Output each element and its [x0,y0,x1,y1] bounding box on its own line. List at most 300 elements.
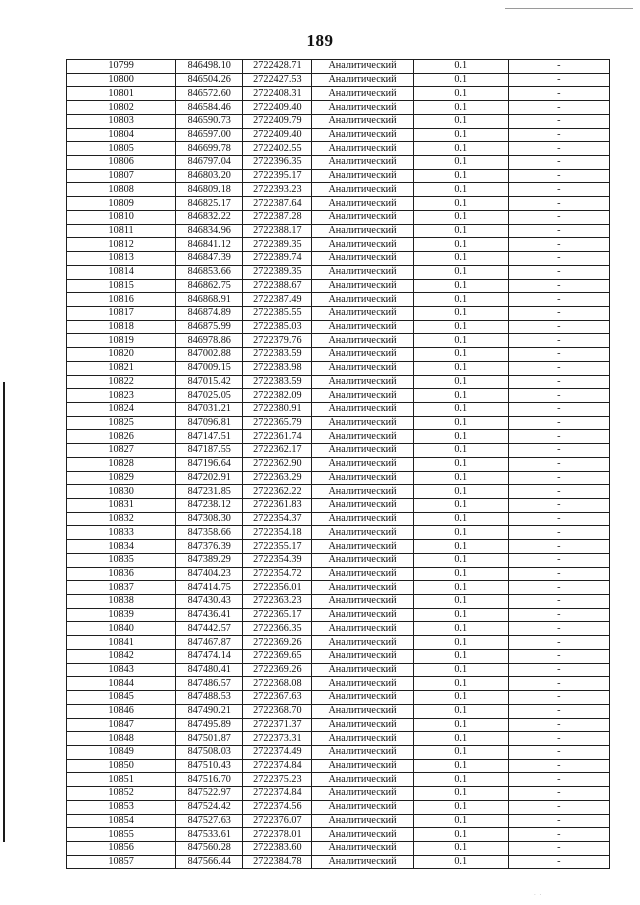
accuracy-cell: 0.1 [413,128,508,142]
point-id-cell: 10805 [67,142,176,156]
note-cell: - [508,210,609,224]
point-id-cell: 10822 [67,375,176,389]
accuracy-cell: 0.1 [413,389,508,403]
y-coordinate-cell: 2722362.90 [243,457,312,471]
y-coordinate-cell: 2722387.64 [243,197,312,211]
table-row [67,402,610,416]
table-row [67,567,610,581]
point-id-cell: 10850 [67,759,176,773]
note-cell: - [508,636,609,650]
accuracy-cell: 0.1 [413,210,508,224]
accuracy-cell: 0.1 [413,402,508,416]
method-cell: Аналитический [312,553,413,567]
table-row [67,114,610,128]
x-coordinate-cell: 847488.53 [176,691,243,705]
accuracy-cell: 0.1 [413,156,508,170]
y-coordinate-cell: 2722356.01 [243,581,312,595]
point-id-cell: 10844 [67,677,176,691]
accuracy-cell: 0.1 [413,444,508,458]
accuracy-cell: 0.1 [413,732,508,746]
note-cell: - [508,444,609,458]
y-coordinate-cell: 2722369.65 [243,649,312,663]
method-cell: Аналитический [312,87,413,101]
x-coordinate-cell: 847002.88 [176,348,243,362]
note-cell: - [508,265,609,279]
y-coordinate-cell: 2722375.23 [243,773,312,787]
accuracy-cell: 0.1 [413,416,508,430]
table-row [67,512,610,526]
accuracy-cell: 0.1 [413,197,508,211]
table-row [67,581,610,595]
accuracy-cell: 0.1 [413,526,508,540]
point-id-cell: 10821 [67,361,176,375]
method-cell: Аналитический [312,677,413,691]
table-row [67,471,610,485]
x-coordinate-cell: 847187.55 [176,444,243,458]
table-row [67,348,610,362]
note-cell: - [508,677,609,691]
table-row [67,87,610,101]
point-id-cell: 10833 [67,526,176,540]
y-coordinate-cell: 2722362.22 [243,485,312,499]
method-cell: Аналитический [312,636,413,650]
note-cell: - [508,718,609,732]
table-row [67,718,610,732]
x-coordinate-cell: 847501.87 [176,732,243,746]
table-row [67,499,610,513]
note-cell: - [508,348,609,362]
method-cell: Аналитический [312,334,413,348]
x-coordinate-cell: 847025.05 [176,389,243,403]
method-cell: Аналитический [312,375,413,389]
table-row [67,430,610,444]
point-id-cell: 10817 [67,306,176,320]
method-cell: Аналитический [312,704,413,718]
x-coordinate-cell: 847414.75 [176,581,243,595]
note-cell: - [508,787,609,801]
x-coordinate-cell: 847202.91 [176,471,243,485]
accuracy-cell: 0.1 [413,306,508,320]
table-row [67,636,610,650]
table-row [67,526,610,540]
table-row [67,691,610,705]
note-cell: - [508,224,609,238]
method-cell: Аналитический [312,238,413,252]
method-cell: Аналитический [312,759,413,773]
point-id-cell: 10803 [67,114,176,128]
note-cell: - [508,581,609,595]
point-id-cell: 10842 [67,649,176,663]
point-id-cell: 10807 [67,169,176,183]
method-cell: Аналитический [312,718,413,732]
y-coordinate-cell: 2722361.74 [243,430,312,444]
note-cell: - [508,87,609,101]
x-coordinate-cell: 846832.22 [176,210,243,224]
accuracy-cell: 0.1 [413,855,508,869]
note-cell: - [508,773,609,787]
point-id-cell: 10828 [67,457,176,471]
y-coordinate-cell: 2722374.49 [243,745,312,759]
x-coordinate-cell: 847404.23 [176,567,243,581]
note-cell: - [508,595,609,609]
x-coordinate-cell: 847009.15 [176,361,243,375]
x-coordinate-cell: 846868.91 [176,293,243,307]
method-cell: Аналитический [312,224,413,238]
x-coordinate-cell: 846809.18 [176,183,243,197]
point-id-cell: 10811 [67,224,176,238]
note-cell: - [508,732,609,746]
point-id-cell: 10831 [67,499,176,513]
accuracy-cell: 0.1 [413,169,508,183]
y-coordinate-cell: 2722371.37 [243,718,312,732]
x-coordinate-cell: 847096.81 [176,416,243,430]
table-row [67,745,610,759]
method-cell: Аналитический [312,595,413,609]
method-cell: Аналитический [312,485,413,499]
note-cell: - [508,649,609,663]
table-row [67,60,610,74]
table-row [67,444,610,458]
note-cell: - [508,828,609,842]
method-cell: Аналитический [312,114,413,128]
method-cell: Аналитический [312,416,413,430]
accuracy-cell: 0.1 [413,677,508,691]
point-id-cell: 10826 [67,430,176,444]
method-cell: Аналитический [312,567,413,581]
note-cell: - [508,60,609,74]
method-cell: Аналитический [312,361,413,375]
accuracy-cell: 0.1 [413,114,508,128]
point-id-cell: 10814 [67,265,176,279]
method-cell: Аналитический [312,663,413,677]
accuracy-cell: 0.1 [413,663,508,677]
x-coordinate-cell: 847308.30 [176,512,243,526]
y-coordinate-cell: 2722365.17 [243,608,312,622]
point-id-cell: 10856 [67,841,176,855]
accuracy-cell: 0.1 [413,279,508,293]
y-coordinate-cell: 2722368.08 [243,677,312,691]
point-id-cell: 10806 [67,156,176,170]
method-cell: Аналитический [312,814,413,828]
x-coordinate-cell: 847147.51 [176,430,243,444]
coordinates-table [66,59,610,869]
accuracy-cell: 0.1 [413,238,508,252]
x-coordinate-cell: 847031.21 [176,402,243,416]
x-coordinate-cell: 847566.44 [176,855,243,869]
method-cell: Аналитический [312,265,413,279]
y-coordinate-cell: 2722389.74 [243,252,312,266]
accuracy-cell: 0.1 [413,553,508,567]
y-coordinate-cell: 2722408.31 [243,87,312,101]
table-row [67,485,610,499]
method-cell: Аналитический [312,608,413,622]
point-id-cell: 10846 [67,704,176,718]
table-row [67,800,610,814]
y-coordinate-cell: 2722354.72 [243,567,312,581]
method-cell: Аналитический [312,128,413,142]
y-coordinate-cell: 2722374.84 [243,787,312,801]
note-cell: - [508,457,609,471]
y-coordinate-cell: 2722363.23 [243,595,312,609]
note-cell: - [508,169,609,183]
note-cell: - [508,279,609,293]
x-coordinate-cell: 847436.41 [176,608,243,622]
method-cell: Аналитический [312,430,413,444]
y-coordinate-cell: 2722373.31 [243,732,312,746]
method-cell: Аналитический [312,526,413,540]
y-coordinate-cell: 2722369.26 [243,663,312,677]
point-id-cell: 10843 [67,663,176,677]
note-cell: - [508,553,609,567]
table-row [67,375,610,389]
accuracy-cell: 0.1 [413,828,508,842]
accuracy-cell: 0.1 [413,636,508,650]
accuracy-cell: 0.1 [413,60,508,74]
accuracy-cell: 0.1 [413,800,508,814]
accuracy-cell: 0.1 [413,320,508,334]
accuracy-cell: 0.1 [413,361,508,375]
point-id-cell: 10808 [67,183,176,197]
accuracy-cell: 0.1 [413,773,508,787]
point-id-cell: 10847 [67,718,176,732]
method-cell: Аналитический [312,745,413,759]
note-cell: - [508,608,609,622]
y-coordinate-cell: 2722380.91 [243,402,312,416]
x-coordinate-cell: 847510.43 [176,759,243,773]
note-cell: - [508,402,609,416]
accuracy-cell: 0.1 [413,814,508,828]
method-cell: Аналитический [312,800,413,814]
note-cell: - [508,691,609,705]
note-cell: - [508,663,609,677]
top-edge-rule [505,8,633,9]
y-coordinate-cell: 2722369.26 [243,636,312,650]
note-cell: - [508,183,609,197]
accuracy-cell: 0.1 [413,471,508,485]
y-coordinate-cell: 2722379.76 [243,334,312,348]
table-row [67,677,610,691]
point-id-cell: 10823 [67,389,176,403]
y-coordinate-cell: 2722428.71 [243,60,312,74]
point-id-cell: 10857 [67,855,176,869]
accuracy-cell: 0.1 [413,499,508,513]
method-cell: Аналитический [312,210,413,224]
accuracy-cell: 0.1 [413,759,508,773]
x-coordinate-cell: 846853.66 [176,265,243,279]
x-coordinate-cell: 847358.66 [176,526,243,540]
accuracy-cell: 0.1 [413,73,508,87]
method-cell: Аналитический [312,457,413,471]
y-coordinate-cell: 2722387.49 [243,293,312,307]
x-coordinate-cell: 846978.86 [176,334,243,348]
x-coordinate-cell: 846597.00 [176,128,243,142]
x-coordinate-cell: 846841.12 [176,238,243,252]
y-coordinate-cell: 2722355.17 [243,540,312,554]
note-cell: - [508,197,609,211]
note-cell: - [508,334,609,348]
point-id-cell: 10855 [67,828,176,842]
method-cell: Аналитический [312,101,413,115]
note-cell: - [508,238,609,252]
table-row [67,553,610,567]
point-id-cell: 10802 [67,101,176,115]
y-coordinate-cell: 2722385.03 [243,320,312,334]
table-row [67,704,610,718]
table-row [67,224,610,238]
method-cell: Аналитический [312,512,413,526]
note-cell: - [508,841,609,855]
x-coordinate-cell: 847522.97 [176,787,243,801]
x-coordinate-cell: 847533.61 [176,828,243,842]
y-coordinate-cell: 2722409.40 [243,101,312,115]
accuracy-cell: 0.1 [413,540,508,554]
note-cell: - [508,485,609,499]
point-id-cell: 10801 [67,87,176,101]
table-row [67,732,610,746]
note-cell: - [508,389,609,403]
accuracy-cell: 0.1 [413,334,508,348]
accuracy-cell: 0.1 [413,649,508,663]
method-cell: Аналитический [312,471,413,485]
y-coordinate-cell: 2722368.70 [243,704,312,718]
point-id-cell: 10816 [67,293,176,307]
method-cell: Аналитический [312,444,413,458]
x-coordinate-cell: 847524.42 [176,800,243,814]
point-id-cell: 10851 [67,773,176,787]
table-row [67,773,610,787]
y-coordinate-cell: 2722366.35 [243,622,312,636]
table-row [67,663,610,677]
x-coordinate-cell: 847015.42 [176,375,243,389]
page-number: 189 [306,31,334,50]
point-id-cell: 10853 [67,800,176,814]
x-coordinate-cell: 847231.85 [176,485,243,499]
y-coordinate-cell: 2722383.59 [243,348,312,362]
point-id-cell: 10799 [67,60,176,74]
point-id-cell: 10852 [67,787,176,801]
method-cell: Аналитический [312,389,413,403]
x-coordinate-cell: 847474.14 [176,649,243,663]
accuracy-cell: 0.1 [413,265,508,279]
method-cell: Аналитический [312,828,413,842]
table-row [67,197,610,211]
point-id-cell: 10829 [67,471,176,485]
point-id-cell: 10824 [67,402,176,416]
method-cell: Аналитический [312,499,413,513]
x-coordinate-cell: 847467.87 [176,636,243,650]
note-cell: - [508,73,609,87]
point-id-cell: 10819 [67,334,176,348]
table-row [67,169,610,183]
point-id-cell: 10832 [67,512,176,526]
table-row [67,595,610,609]
method-cell: Аналитический [312,581,413,595]
note-cell: - [508,128,609,142]
accuracy-cell: 0.1 [413,595,508,609]
table-row [67,306,610,320]
note-cell: - [508,156,609,170]
y-coordinate-cell: 2722383.59 [243,375,312,389]
y-coordinate-cell: 2722354.37 [243,512,312,526]
note-cell: - [508,375,609,389]
y-coordinate-cell: 2722389.35 [243,265,312,279]
table-row [67,156,610,170]
accuracy-cell: 0.1 [413,581,508,595]
table-row [67,265,610,279]
point-id-cell: 10800 [67,73,176,87]
y-coordinate-cell: 2722365.79 [243,416,312,430]
table-row [67,814,610,828]
table-row [67,142,610,156]
x-coordinate-cell: 847480.41 [176,663,243,677]
method-cell: Аналитический [312,156,413,170]
y-coordinate-cell: 2722385.55 [243,306,312,320]
note-cell: - [508,293,609,307]
table-row [67,73,610,87]
note-cell: - [508,567,609,581]
method-cell: Аналитический [312,691,413,705]
accuracy-cell: 0.1 [413,691,508,705]
accuracy-cell: 0.1 [413,142,508,156]
note-cell: - [508,114,609,128]
x-coordinate-cell: 847527.63 [176,814,243,828]
accuracy-cell: 0.1 [413,485,508,499]
accuracy-cell: 0.1 [413,430,508,444]
table-row [67,334,610,348]
coordinates-table-body [67,60,610,869]
method-cell: Аналитический [312,732,413,746]
x-coordinate-cell: 847486.57 [176,677,243,691]
accuracy-cell: 0.1 [413,348,508,362]
note-cell: - [508,306,609,320]
accuracy-cell: 0.1 [413,293,508,307]
method-cell: Аналитический [312,73,413,87]
note-cell: - [508,759,609,773]
table-row [67,252,610,266]
x-coordinate-cell: 847490.21 [176,704,243,718]
point-id-cell: 10812 [67,238,176,252]
method-cell: Аналитический [312,622,413,636]
x-coordinate-cell: 846803.20 [176,169,243,183]
table-row [67,841,610,855]
table-row [67,320,610,334]
y-coordinate-cell: 2722402.55 [243,142,312,156]
table-row [67,279,610,293]
y-coordinate-cell: 2722374.56 [243,800,312,814]
accuracy-cell: 0.1 [413,567,508,581]
accuracy-cell: 0.1 [413,787,508,801]
y-coordinate-cell: 2722374.84 [243,759,312,773]
accuracy-cell: 0.1 [413,841,508,855]
x-coordinate-cell: 847560.28 [176,841,243,855]
point-id-cell: 10845 [67,691,176,705]
y-coordinate-cell: 2722409.79 [243,114,312,128]
point-id-cell: 10835 [67,553,176,567]
point-id-cell: 10810 [67,210,176,224]
accuracy-cell: 0.1 [413,375,508,389]
accuracy-cell: 0.1 [413,457,508,471]
table-row [67,649,610,663]
table-row [67,128,610,142]
y-coordinate-cell: 2722389.35 [243,238,312,252]
y-coordinate-cell: 2722376.07 [243,814,312,828]
point-id-cell: 10809 [67,197,176,211]
x-coordinate-cell: 846572.60 [176,87,243,101]
table-row [67,622,610,636]
y-coordinate-cell: 2722354.18 [243,526,312,540]
point-id-cell: 10837 [67,581,176,595]
method-cell: Аналитический [312,197,413,211]
